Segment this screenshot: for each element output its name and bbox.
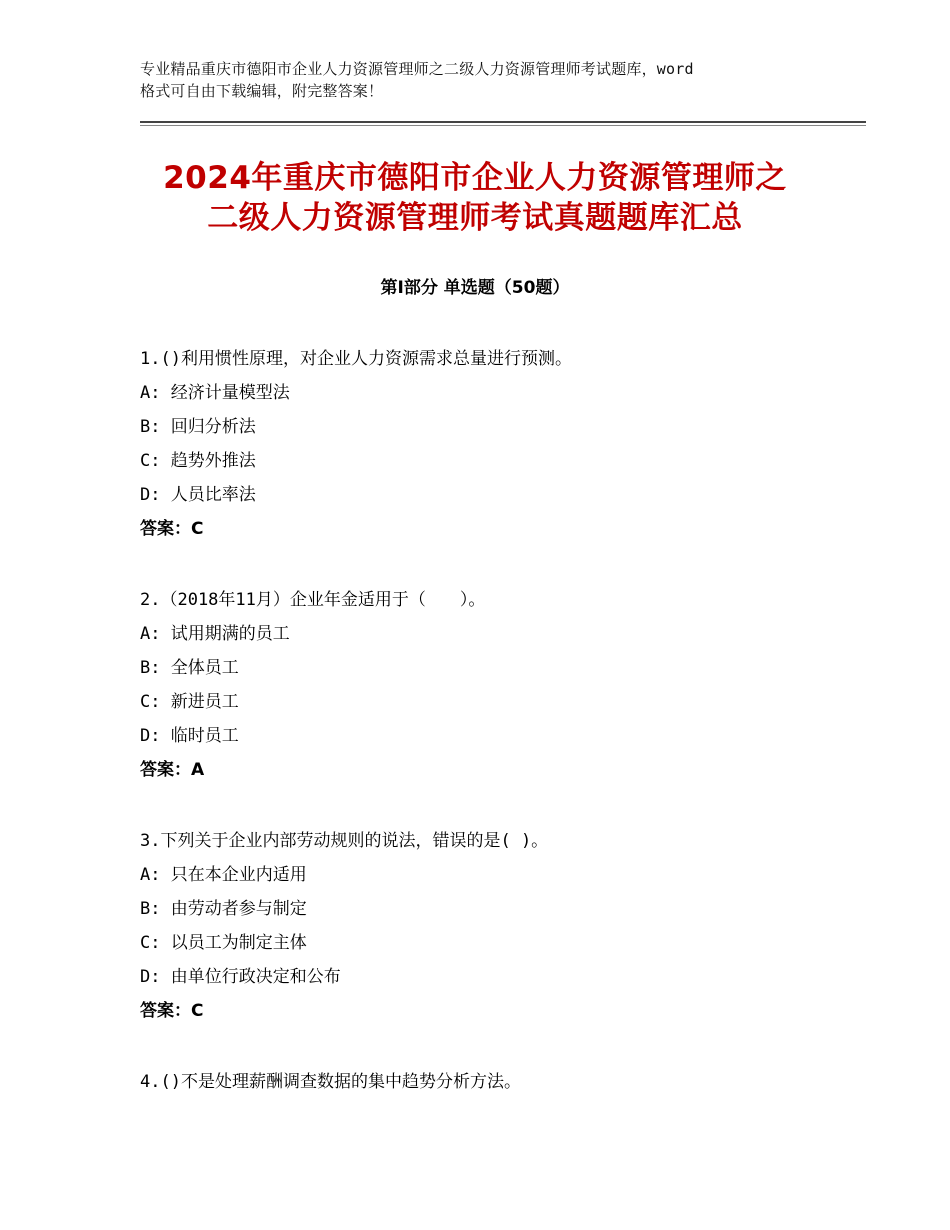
document-title-line-1: 2024年重庆市德阳市企业人力资源管理师之	[163, 160, 787, 196]
option-d: D: 由单位行政决定和公布	[140, 967, 341, 987]
option-a: A: 经济计量模型法	[140, 383, 290, 403]
header-note	[140, 58, 830, 102]
question-stem: 1.()利用惯性原理，对企业人力资源需求总量进行预测。	[140, 349, 572, 369]
question-stem: 3.下列关于企业内部劳动规则的说法，错误的是( )。	[140, 831, 549, 851]
answer: 答案：C	[140, 1001, 204, 1021]
document-title	[60, 158, 890, 238]
header-note-line-2: 格式可自由下载编辑，附完整答案！	[140, 82, 384, 100]
option-c: C: 新进员工	[140, 692, 239, 712]
question-3	[140, 824, 860, 1028]
question-2	[140, 583, 860, 787]
question-1	[140, 342, 860, 546]
option-b: B: 回归分析法	[140, 417, 256, 437]
option-b: B: 全体员工	[140, 658, 239, 678]
document-title-line-2: 二级人力资源管理师考试真题题库汇总	[207, 200, 743, 236]
header-divider-thin	[140, 125, 866, 126]
option-b: B: 由劳动者参与制定	[140, 899, 307, 919]
option-c: C: 以员工为制定主体	[140, 933, 307, 953]
option-a: A: 只在本企业内适用	[140, 865, 307, 885]
answer: 答案：C	[140, 519, 204, 539]
header-divider-thick	[140, 121, 866, 123]
section-heading: 第Ⅰ部分 单选题（50题）	[380, 278, 570, 298]
question-list	[140, 342, 860, 1136]
header-note-line-1: 专业精品重庆市德阳市企业人力资源管理师之二级人力资源管理师考试题库，word	[140, 60, 694, 78]
option-c: C: 趋势外推法	[140, 451, 256, 471]
question-stem: 4.()不是处理薪酬调查数据的集中趋势分析方法。	[140, 1072, 521, 1092]
option-d: D: 人员比率法	[140, 485, 256, 505]
answer: 答案：A	[140, 760, 205, 780]
question-stem: 2.（2018年11月）企业年金适用于（ ）。	[140, 590, 486, 610]
option-d: D: 临时员工	[140, 726, 239, 746]
question-4	[140, 1065, 860, 1099]
option-a: A: 试用期满的员工	[140, 624, 290, 644]
